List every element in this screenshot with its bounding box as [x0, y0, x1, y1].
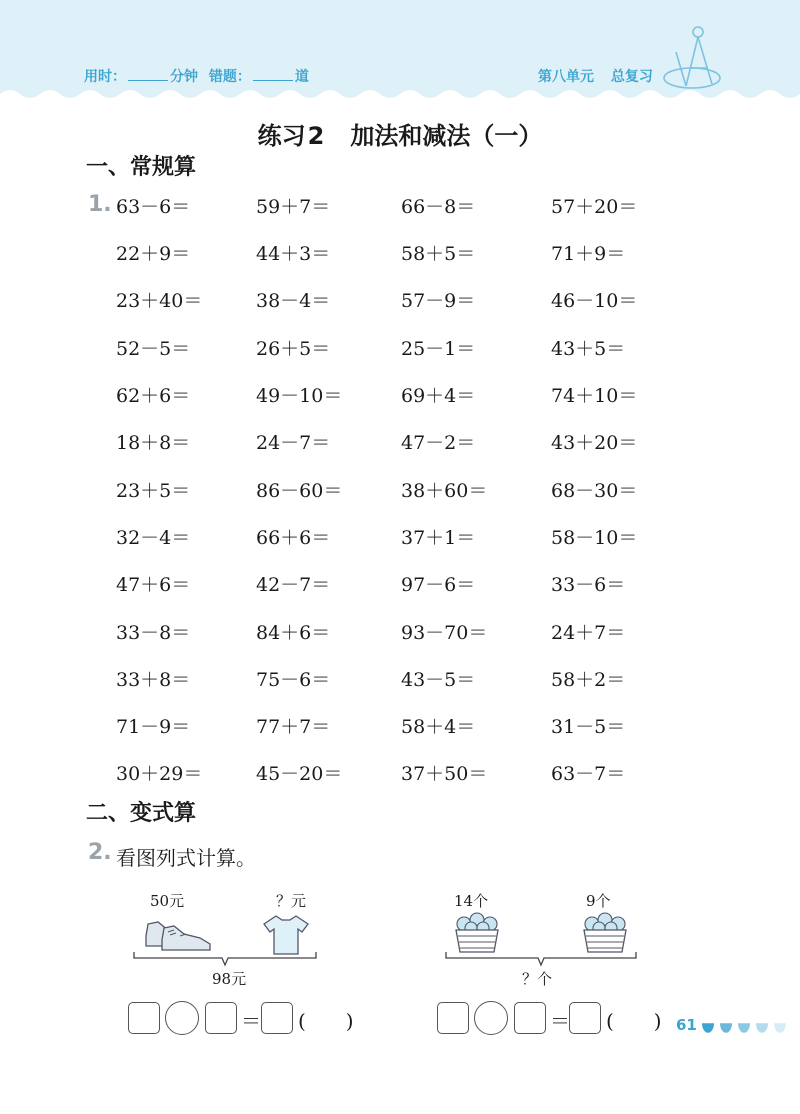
equation[interactable]: 43＋20＝: [551, 432, 638, 454]
answer-box[interactable]: [128, 1002, 160, 1034]
review-title: 总复习: [610, 69, 653, 85]
equation[interactable]: 49－10＝: [256, 385, 343, 407]
errors-label: 错题：: [208, 69, 251, 85]
equation[interactable]: 62＋6＝: [116, 385, 191, 407]
operator-circle[interactable]: [474, 1001, 508, 1035]
equation[interactable]: 93－70＝: [401, 622, 488, 644]
section-heading: 一、常规算: [86, 155, 197, 180]
equation-row: [0, 192, 800, 222]
equation[interactable]: 71＋9＝: [551, 243, 626, 265]
basket-icon: [580, 908, 630, 956]
equation[interactable]: 66＋6＝: [256, 527, 331, 549]
equation[interactable]: 24－7＝: [256, 432, 331, 454]
equation[interactable]: 52－5＝: [116, 338, 191, 360]
equation[interactable]: 47－2＝: [401, 432, 476, 454]
equation[interactable]: 77＋7＝: [256, 716, 331, 738]
shoes-price-label: 50元: [150, 892, 185, 910]
total-bracket: [444, 950, 638, 968]
answer-box[interactable]: [205, 1002, 237, 1034]
equation-row: [0, 759, 800, 789]
errors-blank[interactable]: [253, 68, 293, 81]
equation-row: [0, 618, 800, 648]
right-basket-count: 9个: [586, 892, 611, 910]
total-bracket: [132, 950, 318, 968]
unit-parentheses[interactable]: ( ): [298, 1009, 354, 1033]
unit-label: [538, 66, 653, 86]
equation[interactable]: 47＋6＝: [116, 574, 191, 596]
page-decoration-dots: [700, 1020, 792, 1034]
equation[interactable]: 22＋9＝: [116, 243, 191, 265]
question-text: 看图列式计算。: [116, 846, 256, 870]
equation[interactable]: 31－5＝: [551, 716, 626, 738]
page-header: [0, 0, 800, 104]
equation[interactable]: 75－6＝: [256, 669, 331, 691]
equation[interactable]: 43＋5＝: [551, 338, 626, 360]
compass-icon: [660, 22, 740, 102]
equals-sign: ＝: [241, 1009, 261, 1033]
left-basket-count: 14个: [454, 892, 489, 910]
equation-row: [0, 476, 800, 506]
shirt-price-label: ？元: [276, 892, 307, 910]
equation[interactable]: 18＋8＝: [116, 432, 191, 454]
equation[interactable]: 58＋2＝: [551, 669, 626, 691]
equation-row: [0, 523, 800, 553]
equation[interactable]: 58＋4＝: [401, 716, 476, 738]
equation[interactable]: 97－6＝: [401, 574, 476, 596]
equation[interactable]: 86－60＝: [256, 480, 343, 502]
page-title: [0, 116, 800, 151]
answer-box[interactable]: [514, 1002, 546, 1034]
equation[interactable]: 26＋5＝: [256, 338, 331, 360]
equation[interactable]: 33－8＝: [116, 622, 191, 644]
equation[interactable]: 42－7＝: [256, 574, 331, 596]
title-name: 加法和减法（一）: [350, 122, 543, 150]
equation[interactable]: 84＋6＝: [256, 622, 331, 644]
answer-box[interactable]: [569, 1002, 601, 1034]
equation[interactable]: 45－20＝: [256, 763, 343, 785]
equation[interactable]: 57＋20＝: [551, 196, 638, 218]
equation-row: [0, 381, 800, 411]
unit-title: 第八单元: [538, 69, 594, 85]
equation[interactable]: 63－6＝: [116, 196, 191, 218]
equation-row: [0, 286, 800, 316]
equation[interactable]: 58＋5＝: [401, 243, 476, 265]
equation[interactable]: 59＋7＝: [256, 196, 331, 218]
equation[interactable]: 30＋29＝: [116, 763, 203, 785]
equation-row: [0, 428, 800, 458]
section-heading: 二、变式算: [86, 801, 197, 826]
equation[interactable]: 23＋40＝: [116, 290, 203, 312]
equation[interactable]: 38－4＝: [256, 290, 331, 312]
equation[interactable]: 69＋4＝: [401, 385, 476, 407]
basket-icon: [452, 908, 502, 956]
equation[interactable]: 63－7＝: [551, 763, 626, 785]
equation[interactable]: 46－10＝: [551, 290, 638, 312]
time-error-record: [84, 66, 309, 86]
equation-row: [0, 712, 800, 742]
title-number: 2: [307, 122, 325, 150]
equation-row: [0, 665, 800, 695]
operator-circle[interactable]: [165, 1001, 199, 1035]
page-number: 61: [676, 1016, 697, 1034]
equation[interactable]: 37＋50＝: [401, 763, 488, 785]
equation[interactable]: 71－9＝: [116, 716, 191, 738]
time-blank[interactable]: [128, 68, 168, 81]
equation[interactable]: 74＋10＝: [551, 385, 638, 407]
time-unit: 分钟: [170, 69, 198, 85]
equation[interactable]: 66－8＝: [401, 196, 476, 218]
total-label: ？个: [522, 970, 553, 988]
errors-unit: 道: [294, 69, 309, 85]
title-prefix: 练习: [257, 122, 306, 150]
equation-row: [0, 334, 800, 364]
equals-sign: ＝: [550, 1009, 570, 1033]
unit-parentheses[interactable]: ( ): [606, 1009, 662, 1033]
answer-box[interactable]: [437, 1002, 469, 1034]
equation[interactable]: 23＋5＝: [116, 480, 191, 502]
answer-box[interactable]: [261, 1002, 293, 1034]
total-label: 98元: [212, 970, 247, 988]
time-label: 用时：: [84, 69, 126, 85]
equation[interactable]: 32－4＝: [116, 527, 191, 549]
equation[interactable]: 38＋60＝: [401, 480, 488, 502]
equation[interactable]: 37＋1＝: [401, 527, 476, 549]
equation[interactable]: 24＋7＝: [551, 622, 626, 644]
equation[interactable]: 57－9＝: [401, 290, 476, 312]
equation[interactable]: 58－10＝: [551, 527, 638, 549]
question-number: 2.: [88, 840, 112, 865]
equation-row: [0, 570, 800, 600]
question-number: 1.: [88, 192, 112, 217]
equation[interactable]: 33＋8＝: [116, 669, 191, 691]
equation[interactable]: 68－30＝: [551, 480, 638, 502]
equation[interactable]: 25－1＝: [401, 338, 476, 360]
equation-row: [0, 239, 800, 269]
equation[interactable]: 33－6＝: [551, 574, 626, 596]
shoes-icon: [140, 914, 214, 954]
equation[interactable]: 44＋3＝: [256, 243, 331, 265]
equation[interactable]: 43－5＝: [401, 669, 476, 691]
